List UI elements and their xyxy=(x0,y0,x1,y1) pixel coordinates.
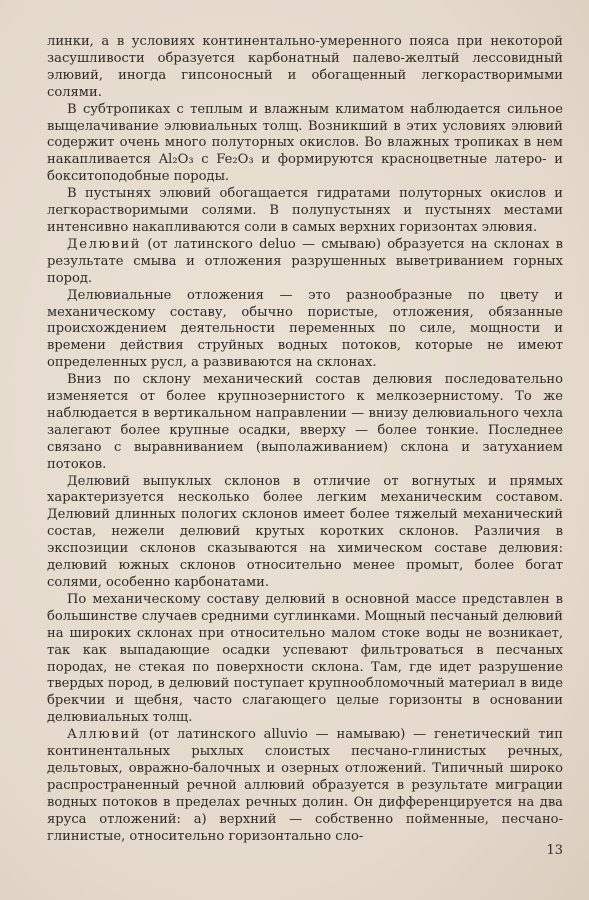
paragraph-4-text: (от латинского deluo — смываю) образуется на склонах в результате смыва и отложения разрушенных выветриванием горных пород. xyxy=(47,236,563,286)
page-number: 13 xyxy=(546,843,563,858)
paragraph-6: Вниз по склону механический состав делювия последовательно изменяется от более крупнозернистого к мелкозернистому. То же наблюдается в вертикальном направлении — внизу делювиального чехла залегают более крупные осадки, вверху — более тонкие. Последнее связано с выравниванием (выполаживанием) склона и затуханием потоков. xyxy=(47,372,563,472)
term-deluvium: Делювий xyxy=(67,236,142,252)
page-body xyxy=(47,34,563,846)
paragraph-5: Делювиальные отложения — это разнообразные по цвету и механическому составу, обычно пористые, отложения, обязанные происхождением деятельности переменных по силе, мощности и времени действия струйных водных потоков, которые не имеют определенных русл, а развиваются на склонах. xyxy=(47,287,563,371)
paragraph-8: По механическому составу делювий в основной массе представлен в большинстве случаев средними суглинками. Мощный песчаный делювий на широких склонах при относительно малом стоке воды не возникает, так как выпадающие осадки успевают фильтроваться в песчаных породах, не стекая по поверхности склона. Там, где идет разрушение твердых пород, в делювий поступает крупнообломочный материал в виде брекчии и щебня, часто слагающего целые горизонты в основании делювиальных толщ. xyxy=(47,591,563,726)
paragraph-3: В пустынях элювий обогащается гидратами полуторных окислов и легкорастворимыми солями. В полупустынях и пустынях местами интенсивно накапливаются соли в самых верхних горизонтах элювия. xyxy=(47,186,563,235)
paragraph-2: В субтропиках с теплым и влажным климатом наблюдается сильное выщелачивание элювиальных толщ. Возникший в этих условиях элювий содержит очень много полуторных окислов. Во влажных тропиках в нем накапливается Al₂O₃ с Fe₂O₃ и формируются красноцветные латеро- и бокситоподобные породы. xyxy=(47,101,563,185)
paragraph-7: Делювий выпуклых склонов в отличие от вогнутых и прямых характеризуется несколько более легким механическим составом. Делювий длинных пологих склонов имеет более тяжелый механический состав, нежели делювий крутых коротких склонов. Различия в экспозиции склонов сказываются на химическом составе делювия: делювий южных склонов относительно менее промыт, более богат солями, особенно карбонатами. xyxy=(47,473,563,590)
paragraph-1: линки, а в условиях континентально-умеренного пояса при некоторой засушливости образуется карбонатный палево-желтый лессовидный элювий, иногда гипсоносный и обогащенный легкорастворимыми солями. xyxy=(47,34,563,100)
paragraph-4 xyxy=(47,237,563,288)
paragraph-9-text: (от латинского alluvio — намываю) — генетический тип континентальных рыхлых слоистых песчано-глинистых речных, дельтовых, овражно-балочных и озерных отложений. Типичный широко распространенный речной аллювий образуется в результате миграции водных потоков в пределах речных долин. Он дифференцируется на два яруса отложений: а) верхний — собственно пойменные, песчано-глинистые, относительно горизонтально сло- xyxy=(47,727,563,844)
term-alluvium: Аллювий xyxy=(67,727,141,743)
paragraph-9 xyxy=(47,727,563,845)
